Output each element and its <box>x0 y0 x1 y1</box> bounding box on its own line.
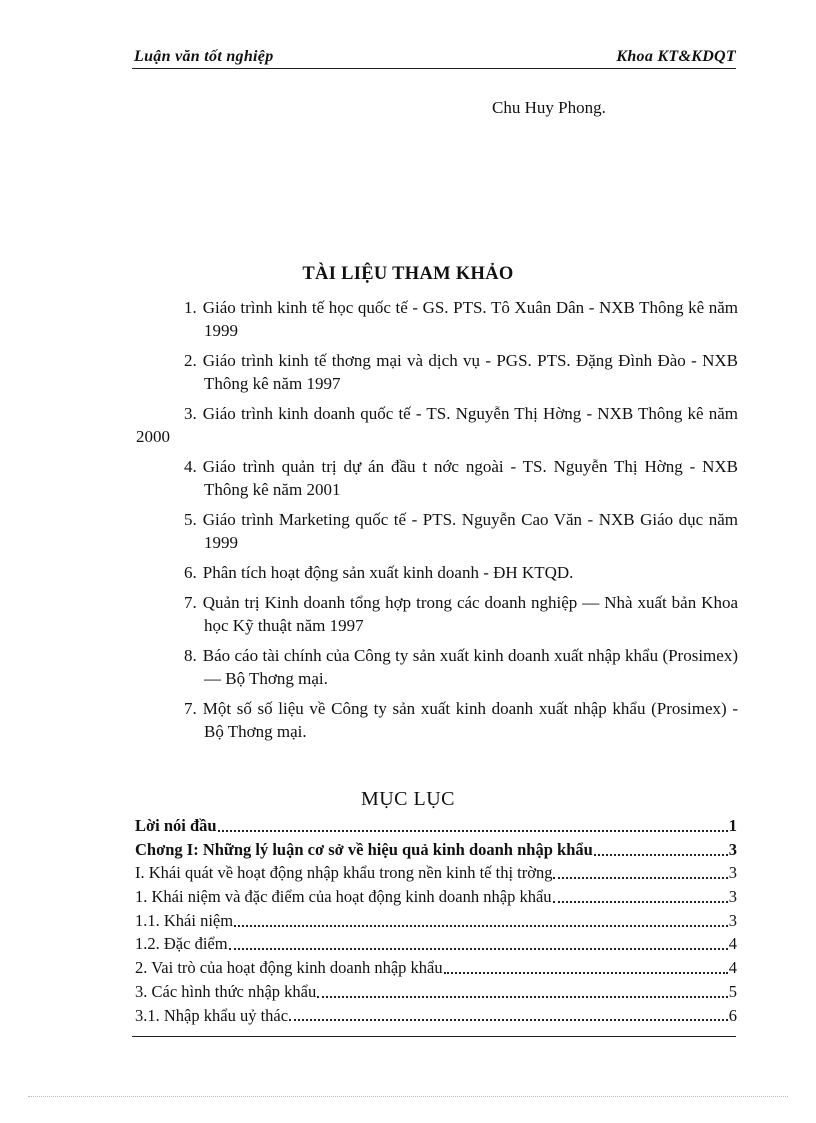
reference-item <box>136 455 738 501</box>
toc-entry[interactable] <box>135 956 737 980</box>
reference-number: 4. <box>184 457 197 476</box>
header-thesis-label: Luận văn tốt nghiệp <box>134 48 274 65</box>
page-header <box>132 44 736 70</box>
toc-entry-page: 3 <box>728 887 737 907</box>
toc-entry-label: 1.2. Đặc điểm <box>135 934 228 954</box>
reference-number: 2. <box>184 351 197 370</box>
reference-text: Giáo trình Marketing quốc tế - PTS. Nguyễn Cao Văn - NXB Giáo dục năm 1999 <box>202 510 738 552</box>
toc-entry[interactable] <box>135 1004 737 1028</box>
reference-number: 8. <box>184 646 197 665</box>
reference-number: 1. <box>184 298 197 317</box>
header-rule <box>132 68 736 69</box>
toc-leader-dots <box>317 996 728 998</box>
reference-item <box>136 591 738 637</box>
reference-text: Phân tích hoạt động sản xuất kinh doanh - ĐH KTQD. <box>202 563 574 582</box>
toc-entry-page: 4 <box>728 934 737 954</box>
toc-leader-dots <box>444 972 728 974</box>
toc-entry[interactable] <box>135 861 737 885</box>
toc-entry-page: 6 <box>728 1005 737 1025</box>
toc-entry-page: 3 <box>728 863 737 883</box>
reference-text: Một số số liệu về Công ty sản xuất kinh doanh xuất nhập khẩu (Prosimex) - Bộ Thơng mại. <box>202 699 738 741</box>
reference-text: Quản trị Kinh doanh tổng hợp trong các doanh nghiệp — Nhà xuất bản Khoa học Kỹ thuật năm 1997 <box>202 593 738 635</box>
toc-entry[interactable] <box>135 885 737 909</box>
toc-leader-dots <box>553 901 728 903</box>
reference-item <box>136 561 738 584</box>
reference-number: 5. <box>184 510 197 529</box>
toc-leader-dots <box>229 948 728 950</box>
reference-number: 7. <box>184 699 197 718</box>
reference-item <box>136 402 738 448</box>
reference-text: Giáo trình kinh doanh quốc tế - TS. Nguyễn Thị Hờng - NXB Thông kê năm 2000 <box>136 404 738 446</box>
toc-entry[interactable] <box>135 838 737 862</box>
toc-entry-page: 1 <box>728 816 737 835</box>
toc-entry[interactable] <box>135 980 737 1004</box>
toc-leader-dots <box>553 877 727 879</box>
toc-leader-dots <box>234 925 728 927</box>
reference-item <box>136 296 738 342</box>
toc-leader-dots <box>289 1019 728 1021</box>
reference-text: Giáo trình quản trị dự án đầu t nớc ngoài - TS. Nguyễn Thị Hờng - NXB Thông kê năm 2001 <box>202 457 738 499</box>
toc-leader-dots <box>594 854 728 856</box>
toc-entry-label: 3. Các hình thức nhập khẩu <box>135 981 317 1001</box>
toc-entry[interactable] <box>135 814 737 838</box>
toc-entry-page: 4 <box>728 958 737 978</box>
toc-entry-label: I. Khái quát về hoạt động nhập khẩu trong nền kinh tế thị trờng <box>135 863 553 883</box>
reference-number: 6. <box>184 563 197 582</box>
toc-leader-dots <box>218 830 728 832</box>
toc-entry-label: 1. Khái niệm và đặc điểm của hoạt động kinh doanh nhập khẩu <box>135 887 552 907</box>
reference-text: Giáo trình kinh tế học quốc tế - GS. PTS. Tô Xuân Dân - NXB Thông kê năm 1999 <box>202 298 738 340</box>
toc-entry-label: 3.1. Nhập khẩu uỷ thác <box>135 1005 289 1025</box>
toc-entry[interactable] <box>135 909 737 933</box>
reference-item <box>136 697 738 743</box>
header-faculty-label: Khoa KT&KDQT <box>616 48 736 65</box>
references-list <box>136 296 738 750</box>
toc-entry-label: 2. Vai trò của hoạt động kinh doanh nhập khẩu <box>135 958 443 978</box>
table-of-contents <box>135 814 737 1027</box>
reference-number: 3. <box>184 404 197 423</box>
toc-entry[interactable] <box>135 932 737 956</box>
references-title: TÀI LIỆU THAM KHẢO <box>302 264 514 284</box>
footer-rule <box>132 1036 736 1037</box>
reference-item <box>136 349 738 395</box>
toc-entry-label: 1.1. Khái niệm <box>135 910 234 930</box>
author-signature: Chu Huy Phong. <box>492 98 606 117</box>
toc-entry-page: 5 <box>728 981 737 1001</box>
reference-item <box>136 644 738 690</box>
page-edge-dotted-line <box>28 1096 788 1097</box>
toc-entry-page: 3 <box>728 839 737 859</box>
toc-entry-page: 3 <box>728 910 737 930</box>
toc-entry-label: Lời nói đầu <box>135 816 217 835</box>
reference-number: 7. <box>184 593 197 612</box>
reference-text: Báo cáo tài chính của Công ty sản xuất kinh doanh xuất nhập khẩu (Prosimex) — Bộ Thơng mại. <box>202 646 738 688</box>
toc-entry-label: Chơng I: Những lý luận cơ sở về hiệu quả kinh doanh nhập khẩu <box>135 839 593 859</box>
reference-text: Giáo trình kinh tế thơng mại và dịch vụ - PGS. PTS. Đặng Đình Đào - NXB Thông kê năm 1997 <box>202 351 738 393</box>
reference-item <box>136 508 738 554</box>
toc-title: MỤC LỤC <box>360 788 456 810</box>
